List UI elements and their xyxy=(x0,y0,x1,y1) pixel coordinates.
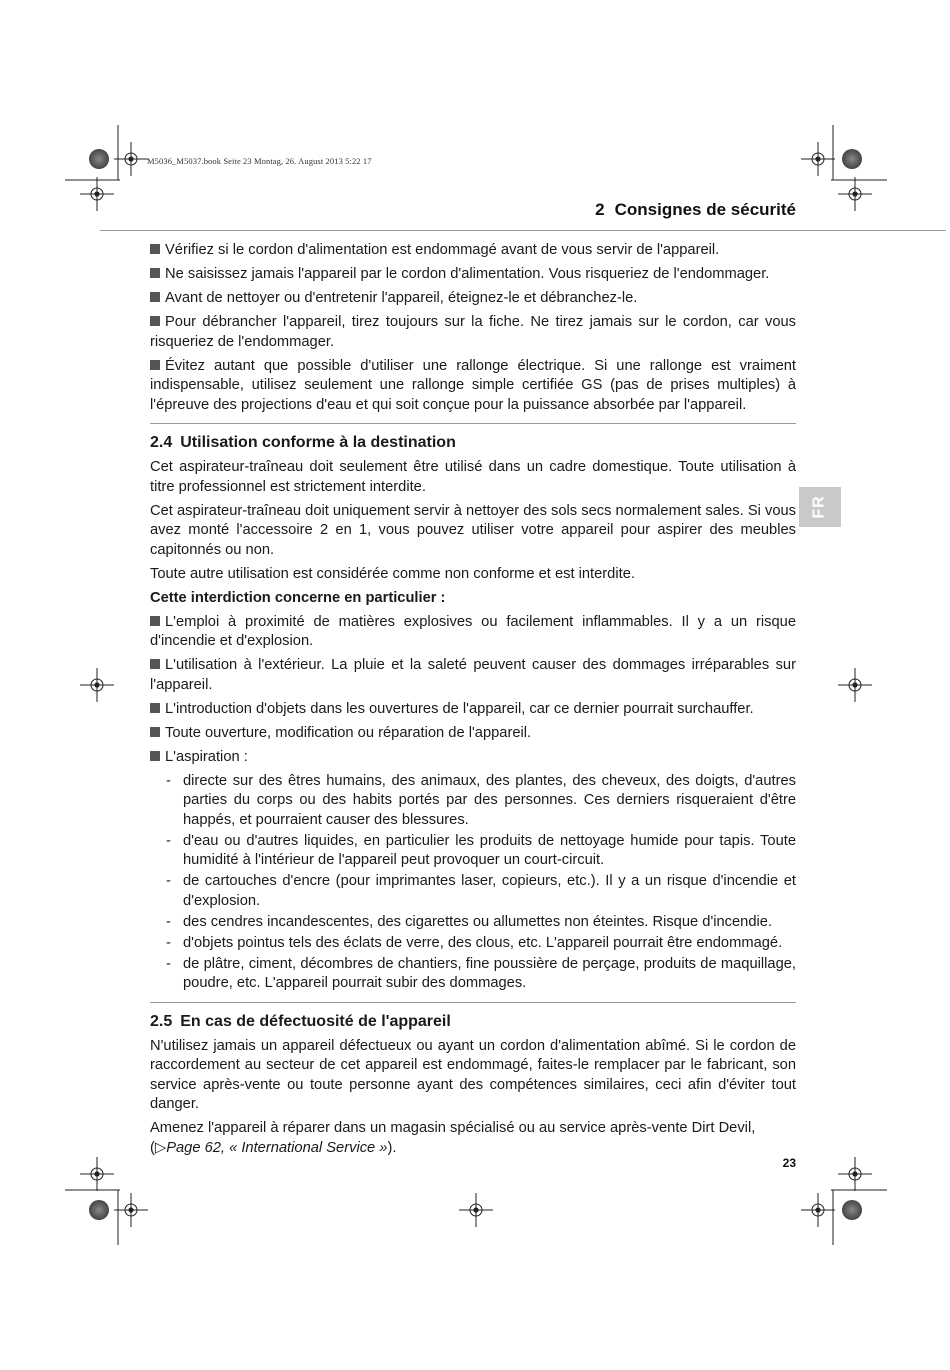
registration-target-icon xyxy=(114,142,148,176)
section-heading-2-4: 2.4 Utilisation conforme à la destination xyxy=(150,434,456,451)
registration-target-icon xyxy=(838,668,872,702)
list-item: - d'eau ou d'autres liquides, en particulier les produits de nettoyage humide pour tapis. Toute humidité à l'intérieur de l'appareil peut provoquer un court-circuit. xyxy=(166,832,796,868)
paragraph: Cet aspirateur-traîneau doit seulement être utilisé dans un cadre domestique. Toute utilisation à titre professionnel est strictement interdite. xyxy=(150,459,796,495)
color-dot-icon xyxy=(89,149,109,169)
paragraph: Amenez l'appareil à réparer dans un magasin spécialisé ou au service après-vente Dirt Devil, (▷Page 62, « International Service »). xyxy=(150,1120,756,1156)
color-dot-icon xyxy=(89,1200,109,1220)
chapter-title: Consignes de sécurité xyxy=(614,200,796,219)
square-bullet-icon xyxy=(150,703,160,713)
bullet-item: Vérifiez si le cordon d'alimentation est endommagé avant de vous servir de l'appareil. xyxy=(150,241,796,261)
list-item: - d'objets pointus tels des éclats de verre, des clous, etc. L'appareil pourrait être endommagé. xyxy=(166,934,783,951)
bullet-item: Évitez autant que possible d'utiliser une rallonge électrique. Si une rallonge est vraiment indispensable, utilisez seulement une rallonge simple certifiée GS (pas de prises multiples) à l'épreuve des projections d'eau et qui soit conçue pour la puissance absorbée par l'appareil. xyxy=(150,357,796,413)
square-bullet-icon xyxy=(150,244,160,254)
square-bullet-icon xyxy=(150,659,160,669)
square-bullet-icon xyxy=(150,292,160,302)
list-item: - de plâtre, ciment, décombres de chantiers, fine poussière de perçage, produits de maquillage, poudre, etc. L'appareil pourrait subir des dommages. xyxy=(166,955,796,991)
bullet-item: Ne saisissez jamais l'appareil par le cordon d'alimentation. Vous risqueriez de l'endommager. xyxy=(150,265,796,285)
page-body xyxy=(150,241,796,1163)
paragraph: Cet aspirateur-traîneau doit uniquement servir à nettoyer des sols secs normalement sales. Si vous avez monté l'accessoire 2 en 1, vous pouvez utiliser votre appareil pour aspirer des meubles capitonnés ou non. xyxy=(150,502,796,558)
registration-target-icon xyxy=(801,142,835,176)
paragraph: N'utilisez jamais un appareil défectueux ou ayant un cordon d'alimentation abîmé. Si le cordon de raccordement au secteur de cet appareil est endommagé, faites-le remplacer par le fabricant, son service après-vente ou toute personne ayant des compétences similaires, ceci afin d'éviter tout danger. xyxy=(150,1037,796,1112)
bullet-item: L'emploi à proximité de matières explosives ou facilement inflammables. Il y a un risque d'incendie et d'explosion. xyxy=(150,613,796,649)
bullet-item: Toute ouverture, modification ou réparation de l'appareil. xyxy=(150,724,796,744)
bullet-item: L'utilisation à l'extérieur. La pluie et la saleté peuvent causer des dommages irréparables sur l'appareil. xyxy=(150,657,796,693)
registration-target-icon xyxy=(80,177,114,211)
bullet-item: Avant de nettoyer ou d'entretenir l'appareil, éteignez-le et débranchez-le. xyxy=(150,289,796,309)
color-dot-icon xyxy=(842,1200,862,1220)
language-tab xyxy=(799,487,841,527)
page-reference-arrow-icon: ▷ xyxy=(154,1139,167,1156)
square-bullet-icon xyxy=(150,727,160,737)
square-bullet-icon xyxy=(150,268,160,278)
section-divider xyxy=(150,1002,796,1003)
registration-target-icon xyxy=(838,1157,872,1191)
chapter-heading xyxy=(595,200,796,220)
bullet-item: Pour débrancher l'appareil, tirez toujours sur la fiche. Ne tirez jamais sur le cordon, car vous risqueriez de l'endommager. xyxy=(150,314,796,350)
square-bullet-icon xyxy=(150,360,160,370)
registration-target-icon xyxy=(80,668,114,702)
prohibition-heading: Cette interdiction concerne en particulier : xyxy=(150,589,446,606)
registration-target-icon xyxy=(80,1157,114,1191)
list-item: - de cartouches d'encre (pour imprimantes laser, copieurs, etc.). Il y a un risque d'incendie et d'explosion. xyxy=(166,873,796,909)
square-bullet-icon xyxy=(150,316,160,326)
square-bullet-icon xyxy=(150,751,160,761)
language-tab-label: FR xyxy=(810,495,828,519)
registration-target-icon xyxy=(838,177,872,211)
paragraph: Toute autre utilisation est considérée comme non conforme et est interdite. xyxy=(150,565,635,582)
section-heading-2-5: 2.5 En cas de défectuosité de l'appareil xyxy=(150,1012,451,1030)
list-item: - des cendres incandescentes, des cigarettes ou allumettes non éteintes. Risque d'incendie. xyxy=(166,913,773,930)
registration-target-icon xyxy=(114,1193,148,1227)
chapter-number: 2 xyxy=(595,200,605,219)
header-top-rule xyxy=(100,230,946,231)
bullet-item: L'introduction d'objets dans les ouvertures de l'appareil, car ce dernier pourrait surchauffer. xyxy=(150,700,796,720)
square-bullet-icon xyxy=(150,616,160,626)
print-metadata: M5036_M5037.book Seite 23 Montag, 26. August 2013 5:22 17 xyxy=(147,156,372,166)
page-reference-link[interactable]: Page 62, « International Service » xyxy=(166,1139,388,1156)
color-dot-icon xyxy=(842,149,862,169)
bullet-item: L'aspiration : xyxy=(150,748,796,768)
aspiration-list xyxy=(150,772,796,994)
section-divider xyxy=(150,423,796,424)
registration-target-icon xyxy=(459,1193,493,1227)
registration-target-icon xyxy=(801,1193,835,1227)
list-item: - directe sur des êtres humains, des animaux, des plantes, des cheveux, des doigts, d'autres parties du corps ou des habits portés par des personnes. Ces derniers risqueraient d'être happés, et pourraient causer des blessures. xyxy=(166,772,796,828)
page-number: 23 xyxy=(782,1156,796,1170)
